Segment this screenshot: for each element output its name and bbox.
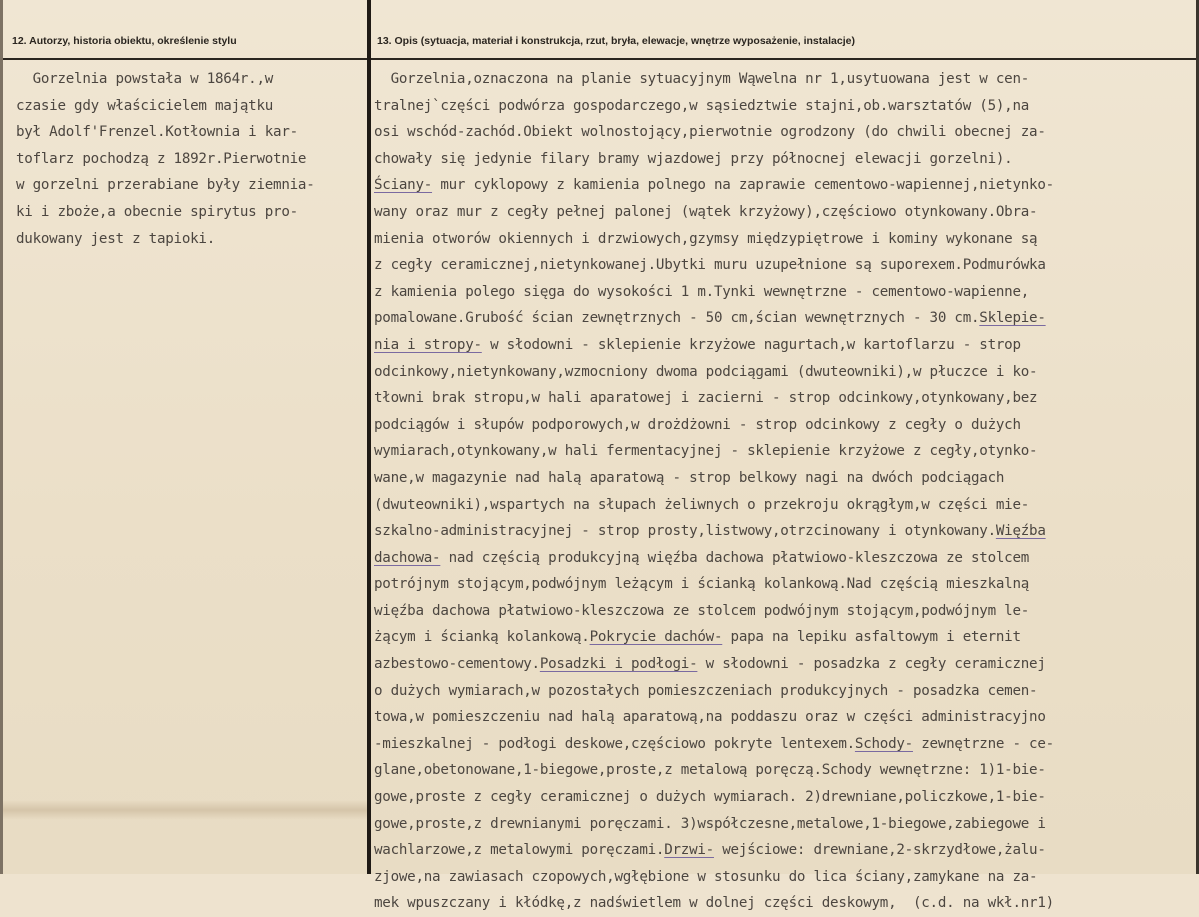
section-heading-underlined: dachowa- [374, 549, 441, 566]
description-text-segment: podciągów i słupów podporowych,w drożdżowni - strop odcinkowy z cegły o dużych [374, 416, 1021, 433]
history-line: dukowany jest z tapioki. [16, 230, 215, 247]
description-text-segment: tralnej`części podwórza gospodarczego,w sąsiedztwie stajni,ob.warsztatów (5),na [374, 97, 1030, 114]
history-line: w gorzelni przerabiane były ziemnia- [16, 177, 315, 194]
description-text-segment: z cegły ceramicznej,nietynkowanej.Ubytki muru uzupełnione są suporexem.Podmurówka [374, 257, 1046, 274]
description-line [374, 837, 1054, 864]
description-text-segment: zewnętrzne - ce- [912, 735, 1054, 752]
description-text-segment: gowe,proste z cegły ceramicznej o dużych wymiarach. 2)drewniane,policzkowe,1-bie- [374, 789, 1046, 806]
description-line [374, 279, 1054, 306]
description-text-segment: gowe,proste,z drewnianymi poręczami. 3)współczesne,metalowe,1-biegowe,zabiegowe i [374, 815, 1046, 832]
description-text-segment: Gorzelnia,oznaczona na planie sytuacyjnym Wąwelna nr 1,usytuowana jest w cen- [374, 71, 1030, 87]
section-heading-underlined: Ściany- [374, 177, 433, 194]
section-heading-underlined: Pokrycie dachów- [589, 629, 723, 646]
description-text-segment: tłowni brak stropu,w hali aparatowej i zacierni - strop odcinkowy,otynkowany,bez [374, 390, 1038, 407]
description-text-segment: wachlarzowe,z metalowymi poręczami. [374, 842, 665, 859]
description-line [374, 93, 1054, 120]
description-line [374, 412, 1054, 439]
description-line [374, 757, 1054, 784]
section-13-header: 13. Opis (sytuacja, materiał i konstrukcja, rzut, bryła, elewacje, wnętrze wyposażenie, instalacje) [377, 35, 855, 47]
history-line: Gorzelnia powstała w 1864r.,w [16, 71, 274, 87]
description-text-segment: nad częścią produkcyjną więźba dachowa płatwiowo-kleszczowa ze stolcem [440, 549, 1030, 566]
description-line [374, 545, 1054, 572]
description-text-segment: wane,w magazynie nad halą aparatową - strop belkowy nagi na dwóch podciągach [374, 469, 1005, 486]
description-line [374, 438, 1054, 465]
description-text-segment: w słodowni - sklepienie krzyżowe nagurtach,w kartoflarzu - strop [481, 336, 1021, 353]
description-line [374, 598, 1054, 625]
description-text-segment: osi wschód-zachód.Obiekt wolnostojący,pierwotnie ogrodzony (do chwili obecnej za- [374, 124, 1046, 141]
description-text-segment: pomalowane.Grubość ścian zewnętrznych - 50 cm,ścian wewnętrznych - 30 cm. [374, 310, 980, 327]
description-line [374, 678, 1054, 705]
description-line [374, 172, 1054, 199]
description-text-segment: towa,w pomieszczeniu nad halą aparatową,na poddaszu oraz w części administracyjno [374, 709, 1046, 726]
description-line [374, 704, 1054, 731]
left-border [0, 0, 3, 874]
column-divider [367, 0, 371, 874]
description-text [374, 66, 1054, 917]
history-line: toflarz pochodzą z 1892r.Pierwotnie [16, 150, 307, 167]
description-line [374, 359, 1054, 386]
description-text-segment: odcinkowy,nietynkowany,wzmocniony dwoma podciągami (dwuteowniki),w płuczce i ko- [374, 363, 1038, 380]
description-line [374, 890, 1054, 917]
description-text-segment: (dwuteowniki),wspartych na słupach żeliwnych o przekroju okrągłym,w części mie- [374, 496, 1030, 513]
history-line: czasie gdy właścicielem majątku [16, 97, 274, 114]
description-line [374, 252, 1054, 279]
description-line [374, 305, 1054, 332]
description-text-segment: o dużych wymiarach,w pozostałych pomieszczeniach produkcyjnych - posadzka cemen- [374, 682, 1038, 699]
description-text-segment: -mieszkalnej - podłogi deskowe,częściowo pokryte lentexem. [374, 735, 855, 752]
description-line [374, 571, 1054, 598]
description-text-segment: w słodowni - posadzka z cegły ceramicznej [697, 656, 1046, 673]
description-line [374, 385, 1054, 412]
description-line [374, 651, 1054, 678]
description-line [374, 624, 1054, 651]
description-line [374, 731, 1054, 758]
description-line [374, 119, 1054, 146]
section-heading-underlined: Więźba [995, 523, 1046, 540]
description-text-segment: szkalno-administracyjnej - strop prosty,listwowy,otrzcinowany i otynkowany. [374, 523, 996, 540]
section-heading-underlined: Sklepie- [979, 310, 1046, 327]
description-text-segment: wejściowe: drewniane,2-skrzydłowe,żalu- [713, 842, 1046, 859]
description-line [374, 864, 1054, 891]
description-text-segment: glane,obetonowane,1-biegowe,proste,z metalową poręczą.Schody wewnętrzne: 1)1-bie- [374, 762, 1046, 779]
paper-fold [0, 800, 370, 820]
description-line [374, 811, 1054, 838]
description-line [374, 332, 1054, 359]
description-text-segment: żącym i ścianką kolankową. [374, 629, 590, 646]
history-text [16, 66, 315, 252]
description-line [374, 199, 1054, 226]
history-line: ki i zboże,a obecnie spirytus pro- [16, 203, 298, 220]
section-heading-underlined: Schody- [854, 735, 913, 752]
history-line: był Adolf'Frenzel.Kotłownia i kar- [16, 124, 298, 141]
description-line [374, 146, 1054, 173]
description-line [374, 465, 1054, 492]
description-text-segment: mienia otworów okiennych i drzwiowych,gzymsy międzypiętrowe i kominy wykonane są [374, 230, 1038, 247]
description-text-segment: azbestowo-cementowy. [374, 656, 540, 673]
description-line [374, 784, 1054, 811]
description-line [374, 66, 1054, 93]
header-rule [0, 58, 1199, 60]
description-text-segment: mur cyklopowy z kamienia polnego na zaprawie cementowo-wapiennej,nietynko- [432, 177, 1054, 194]
section-heading-underlined: Posadzki i podłogi- [539, 656, 698, 673]
description-text-segment: papa na lepiku asfaltowym i eternit [722, 629, 1021, 646]
description-text-segment: z kamienia polego sięga do wysokości 1 m.Tynki wewnętrzne - cementowo-wapienne, [374, 283, 1030, 300]
description-line [374, 226, 1054, 253]
description-line [374, 518, 1054, 545]
description-text-segment: wany oraz mur z cegły pełnej palonej (wątek krzyżowy),częściowo otynkowany.Obra- [374, 203, 1038, 220]
description-text-segment: wymiarach,otynkowany,w hali fermentacyjnej - sklepienie krzyżowe z cegły,otynko- [374, 443, 1038, 460]
description-text-segment: więźba dachowa płatwiowo-kleszczowa ze stolcem podwójnym stojącym,podwójnym le- [374, 602, 1030, 619]
description-text-segment: potrójnym stojącym,podwójnym leżącym i ścianką kolankową.Nad częścią mieszkalną [374, 576, 1030, 593]
description-text-segment: chowały się jedynie filary bramy wjazdowej przy północnej elewacji gorzelni). [374, 150, 1013, 167]
section-heading-underlined: Drzwi- [664, 842, 714, 859]
description-text-segment: zjowe,na zawiasach czopowych,wgłębione w stosunku do lica ściany,zamykane na za- [374, 868, 1038, 885]
description-text-segment: mek wpuszczany i kłódkę,z nadświetlem w dolnej części deskowym, (c.d. na wkł.nr1) [374, 895, 1054, 912]
description-line [374, 492, 1054, 519]
section-12-header: 12. Autorzy, historia obiektu, określenie stylu [12, 35, 237, 47]
section-heading-underlined: nia i stropy- [374, 336, 482, 353]
